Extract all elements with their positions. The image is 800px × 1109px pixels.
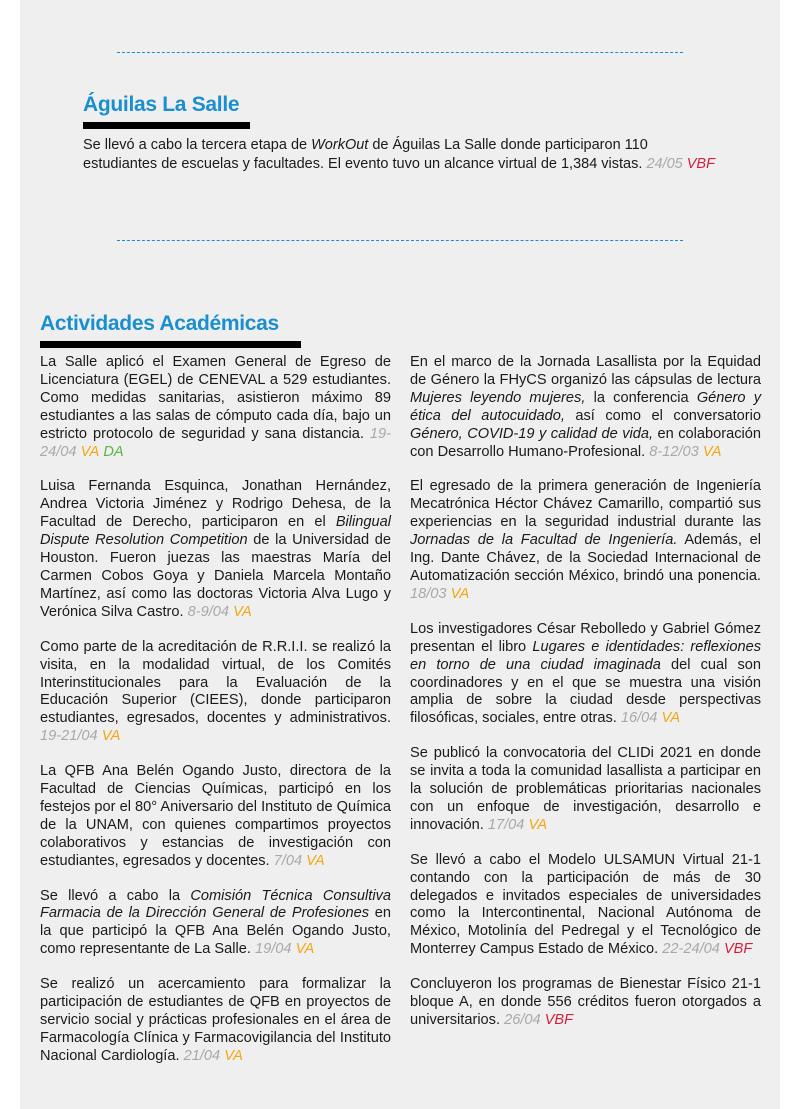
section-divider-middle (117, 240, 683, 241)
text-segment: Se llevó a cabo la (40, 887, 191, 904)
text-segment: en colaboración con Desarrollo Humano-Profesional. (410, 425, 761, 460)
dept-tag-va: VA (295, 941, 315, 958)
text-segment: La Salle aplicó el Examen General de Egreso de Licenciatura (EGEL) de CENEVAL a 529 estudiantes. Como medidas sanitarias, asistieron máximo 89 estudiantes a las salas de cómputo cada día, bajo un estricto protocolo de seguridad y sana distancia. (40, 354, 391, 442)
text-segment-italic: WorkOut (311, 137, 369, 153)
date-label: 21/04 (183, 1047, 221, 1064)
date-label: 19-21/04 (40, 728, 98, 745)
section-title-academicas: Actividades Académicas (40, 312, 279, 335)
news-column-left (40, 354, 391, 1083)
date-label: 26/04 (504, 1012, 541, 1028)
text-segment: Se llevó a cabo la tercera etapa de (83, 137, 312, 153)
news-item (40, 888, 391, 960)
text-segment: Como parte de la acreditación de R.R.I.I. se realizó la visita, en la modalidad virtual, de los Comités Interinstitucionales para la Evaluación de la Educación Superior (CIEES), donde participaron estudiantes, egresados, docentes y administrativos. (40, 638, 391, 727)
date-label: 19/04 (255, 941, 292, 958)
date-label: 17/04 (487, 816, 525, 833)
date-label: 22-24/04 (662, 941, 720, 958)
text-segment: Se realizó un acercamiento para formalizar la participación de estudiantes de QFB en proyectos de servicio social y prácticas profesionales en el área de Farmacología Clínica y Farmacovigilancia del Instituto Nacional Cardiología. (40, 976, 391, 1064)
news-item (40, 478, 391, 621)
text-segment-italic: Lugares e identidades: reflexiones en torno de una ciudad imaginada (410, 638, 761, 673)
date-label: 24/05 (646, 156, 683, 172)
text-segment-italic: Jornadas de la Facultad de Ingeniería. (410, 532, 678, 549)
news-item (40, 639, 391, 746)
news-item (410, 478, 761, 603)
news-item (410, 852, 761, 959)
aguilas-paragraph (83, 136, 723, 174)
text-segment: así como el conversatorio (564, 407, 761, 424)
dept-tag-va: VA (450, 585, 470, 602)
dept-tag-va: VA (101, 728, 121, 745)
title-underline-bar (40, 341, 301, 348)
date-label: 18/03 (410, 585, 447, 602)
text-segment-italic: Género, COVID-19 y calidad de vida, (410, 425, 654, 442)
dept-tag-vbf: VBF (686, 156, 715, 172)
dept-tag-vbf: VBF (544, 1012, 574, 1028)
news-item (410, 621, 761, 728)
text-segment-italic: Bilingual Dispute Resolution Competition (40, 514, 391, 549)
date-label: 16/04 (620, 710, 658, 727)
text-segment: Se publicó la convocatoria del CLIDi 2021 en donde se invita a toda la comunidad lasallista a participar en la solución de problemáticas prioritarias nacionales con un enfoque de investigación, desarrollo e innovación. (410, 745, 761, 833)
text-segment: Se llevó a cabo el Modelo ULSAMUN Virtual 21-1 contando con la participación de más de 30 delegados e invitados especiales de universidades como la Intercontinental, Nacional Autónoma de México, Motolinía del Pedregal y el Tecnológico de Monterrey Campus Estado de México. (410, 851, 761, 958)
date-label: 8-9/04 (187, 603, 230, 620)
dept-tag-va: VA (661, 710, 681, 727)
news-column-right (410, 354, 761, 1047)
text-segment-italic: Género y ética del autocuidado, (410, 389, 761, 424)
text-segment: En el marco de la Jornada Lasallista por la Equidad de Género la FHyCS organizó las cápsulas de lectura (410, 354, 761, 388)
news-item (40, 976, 391, 1066)
news-item (40, 354, 391, 461)
dept-tag-va: VA (702, 443, 722, 460)
news-item (410, 745, 761, 835)
text-segment: de la Universidad de Houston. Fueron juezas las maestras María del Carmen Cobos Goya y Daniela Marcela Montaño Martínez, así como las doctoras Victoria Alva Lugo y Verónica Silva Castro. (40, 532, 391, 620)
text-segment-italic: Mujeres leyendo mujeres, (410, 389, 586, 406)
text-segment: La QFB Ana Belén Ogando Justo, directora de la Facultad de Ciencias Químicas, participó en los festejos por el 80° Aniversario del Instituto de Química de la UNAM, con quienes compartimos proyectos colaborativos y estancias de investigación con estudiantes, egresados y docentes. (40, 763, 391, 869)
text-segment-italic: Comisión Técnica Consultiva Farmacia de la Dirección General de Profesiones (40, 887, 391, 922)
date-label: 19-24/04 (40, 425, 391, 460)
text-segment: Los investigadores César Rebolledo y Gabriel Gómez presentan el libro (410, 620, 761, 655)
text-segment: del cual son coordinadores y en el que se muestra una visión amplia de sobre la ciudad desde perspectivas filosóficas, sociales, entre otras. (410, 656, 761, 727)
dept-tag-va: VA (224, 1047, 243, 1064)
news-item (410, 976, 761, 1030)
text-segment: en la que participó la QFB Ana Belén Ogando Justo, como representante de La Salle. (40, 905, 391, 958)
section-title-aguilas: Águilas La Salle (83, 93, 240, 116)
text-segment: de Águilas La Salle donde participaron 110 estudiantes de escuelas y facultades. El evento tuvo un alcance virtual de 1,384 vistas. (83, 137, 648, 172)
news-item (40, 763, 391, 870)
dept-tag-va: VA (528, 816, 548, 833)
news-item (410, 354, 761, 461)
text-segment: El egresado de la primera generación de Ingeniería Mecatrónica Héctor Chávez Camarillo, compartió sus experiencias en la seguridad industrial durante las (410, 478, 761, 531)
text-segment: Además, el Ing. Dante Chávez, de la Sociedad Internacional de Automatización sección México, brindó una ponencia. (410, 532, 761, 584)
section-divider-top (117, 52, 683, 53)
title-underline-bar (83, 122, 250, 129)
dept-tag-da: DA (103, 443, 124, 460)
text-segment: la conferencia (585, 389, 697, 406)
text-segment: Concluyeron los programas de Bienestar Físico 21-1 bloque A, en donde 556 créditos fueron otorgados a universitarios. (410, 976, 761, 1028)
dept-tag-va: VA (306, 852, 325, 869)
dept-tag-va: VA (80, 443, 100, 460)
dept-tag-vbf: VBF (723, 941, 753, 958)
text-segment: Luisa Fernanda Esquinca, Jonathan Hernández, Andrea Victoria Jiménez y Rodrigo Dehesa, de la Facultad de Derecho, participaron en el (40, 478, 391, 531)
dept-tag-va: VA (233, 603, 252, 620)
date-label: 7/04 (273, 852, 303, 869)
date-label: 8-12/03 (649, 443, 699, 460)
